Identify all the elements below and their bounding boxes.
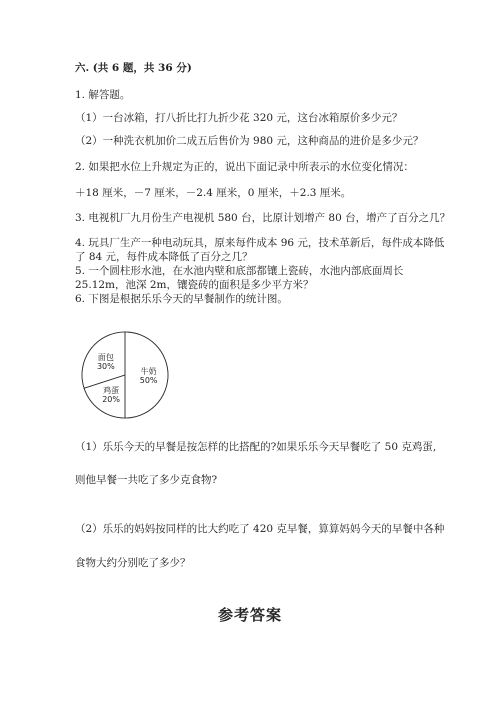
question-4-line1: 4. 玩具厂生产一种电动玩具，原来每件成本 96 元，技术革新后，每件成本降低 <box>75 237 445 249</box>
question-1: 1. 解答题。 <box>75 89 131 101</box>
breakfast-pie-chart <box>80 330 170 420</box>
question-5-line2: 25.12m，池深 2m，镶瓷砖的面积是多少平方米？ <box>75 279 314 291</box>
question-2-values: ＋18 厘米，－7 厘米，－2.4 厘米，0 厘米，＋2.3 厘米。 <box>75 187 352 199</box>
section-heading: 六. (共 6 题，共 36 分) <box>75 62 192 74</box>
question-3: 3. 电视机厂九月份生产电视机 580 台，比原计划增产 80 台，增产了百分之几？ <box>75 212 451 224</box>
question-2: 2. 如果把水位上升规定为正的，说出下面记录中所表示的水位变化情况： <box>75 161 414 173</box>
pie-slice-name-1: 鸡蛋 <box>103 386 120 396</box>
question-1b: （2）一种洗衣机加价二成五后售价为 980 元，这种商品的进价是多少元？ <box>75 135 424 147</box>
pie-slice-value-1: 20% <box>102 395 120 405</box>
pie-slice-value-0: 50% <box>139 376 158 385</box>
question-6a-line2: 则他早餐一共吃了多少克食物? <box>75 474 218 486</box>
question-5-line1: 5. 一个圆柱形水池，在水池内壁和底部都镶上瓷砖，水池内部底面周长 <box>75 265 404 277</box>
question-6a-line1: （1）乐乐今天的早餐是按怎样的比搭配的?如果乐乐今天早餐吃了 50 克鸡蛋, <box>75 441 437 453</box>
pie-slice-name-0: 牛奶 <box>140 367 157 376</box>
question-6: 6. 下图是根据乐乐今天的早餐制作的统计图。 <box>75 293 288 305</box>
pie-slice-value-2: 30% <box>96 362 115 372</box>
pie-slice-name-2: 面包 <box>97 353 114 363</box>
answers-title: 参考答案 <box>217 606 282 624</box>
question-6b-line2: 食物大约分别吃了多少？ <box>75 557 191 569</box>
question-6b-line1: （2）乐乐的妈妈按同样的比大约吃了 420 克早餐，算算妈妈今天的早餐中各种 <box>75 523 445 535</box>
question-1a: （1）一台冰箱，打八折比打九折少花 320 元，这台冰箱原价多少元？ <box>75 112 403 124</box>
question-4-line2: 了 84 元，每件成本降低了百分之几？ <box>75 251 253 263</box>
